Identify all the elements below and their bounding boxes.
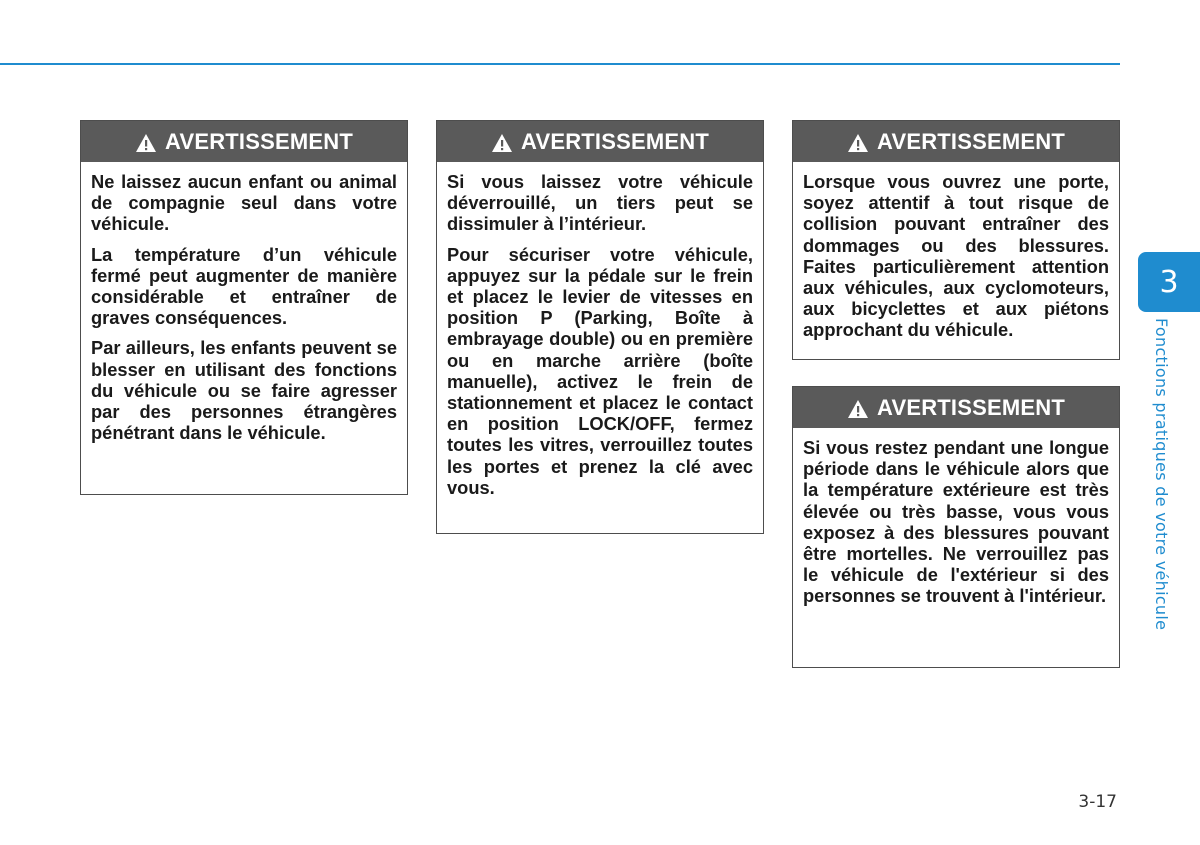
- warning-body: [793, 428, 1119, 617]
- warning-title: AVERTISSEMENT: [877, 128, 1065, 154]
- warning-box-door-opening: [792, 120, 1120, 360]
- warning-paragraph: Si vous restez pendant une longue période dans le véhicule alors que la température extérieure est très élevée ou très basse, vous vous exposez à des blessures pouvant être mortelles. Ne verrouillez pas le véhicule de l'extérieur si des personnes se trouvent à l'intérieur.: [803, 437, 1109, 607]
- warning-paragraph: Pour sécuriser votre véhicule, appuyez sur la pédale sur le frein et placez le levier de vitesses en position P (Parking, Boîte à embrayage double) ou en première ou en marche arrière (boîte manuelle), activez le frein de stationnement et placez le contact en position LOCK/OFF, fermez toutes les vitres, verrouillez toutes les portes et prenez la clé avec vous.: [447, 243, 753, 498]
- page-number: 3-17: [1078, 792, 1117, 812]
- warning-title: AVERTISSEMENT: [877, 394, 1065, 420]
- warning-paragraph: La température d’un véhicule fermé peut augmenter de manière considérable et entraîner de graves conséquences.: [91, 243, 397, 329]
- warning-body: [81, 162, 407, 453]
- warning-header: [793, 387, 1119, 428]
- warning-box-extreme-temperature: [792, 386, 1120, 668]
- warning-paragraph: Par ailleurs, les enfants peuvent se blesser en utilisant des fonctions du véhicule ou se faire agresser par des personnes étrangères pénétrant dans le véhicule.: [91, 337, 397, 444]
- warning-box-unlocked-vehicle: [436, 120, 764, 534]
- warning-title: AVERTISSEMENT: [165, 128, 353, 154]
- warning-triangle-icon: [135, 133, 157, 153]
- warning-triangle-icon: [847, 133, 869, 153]
- warning-header: [793, 121, 1119, 162]
- warning-paragraph: Lorsque vous ouvrez une porte, soyez attentif à tout risque de collision pouvant entraîner des dommages ou des blessures. Faites particulièrement attention aux véhicules, aux cyclomoteurs, aux bicyclettes et aux piétons approchant du véhicule.: [803, 171, 1109, 341]
- header-rule: [0, 63, 1120, 65]
- warning-triangle-icon: [491, 133, 513, 153]
- warning-body: [793, 162, 1119, 351]
- warning-paragraph: Ne laissez aucun enfant ou animal de compagnie seul dans votre véhicule.: [91, 171, 397, 235]
- chapter-title: Fonctions pratiques de votre véhicule: [1152, 318, 1171, 631]
- warning-header: [81, 121, 407, 162]
- chapter-tab: 3: [1138, 252, 1200, 312]
- warning-header: [437, 121, 763, 162]
- warning-title: AVERTISSEMENT: [521, 128, 709, 154]
- warning-body: [437, 162, 763, 508]
- warning-triangle-icon: [847, 399, 869, 419]
- warning-paragraph: Si vous laissez votre véhicule déverrouillé, un tiers peut se dissimuler à l’intérieur.: [447, 171, 753, 235]
- warning-box-children-pets: [80, 120, 408, 495]
